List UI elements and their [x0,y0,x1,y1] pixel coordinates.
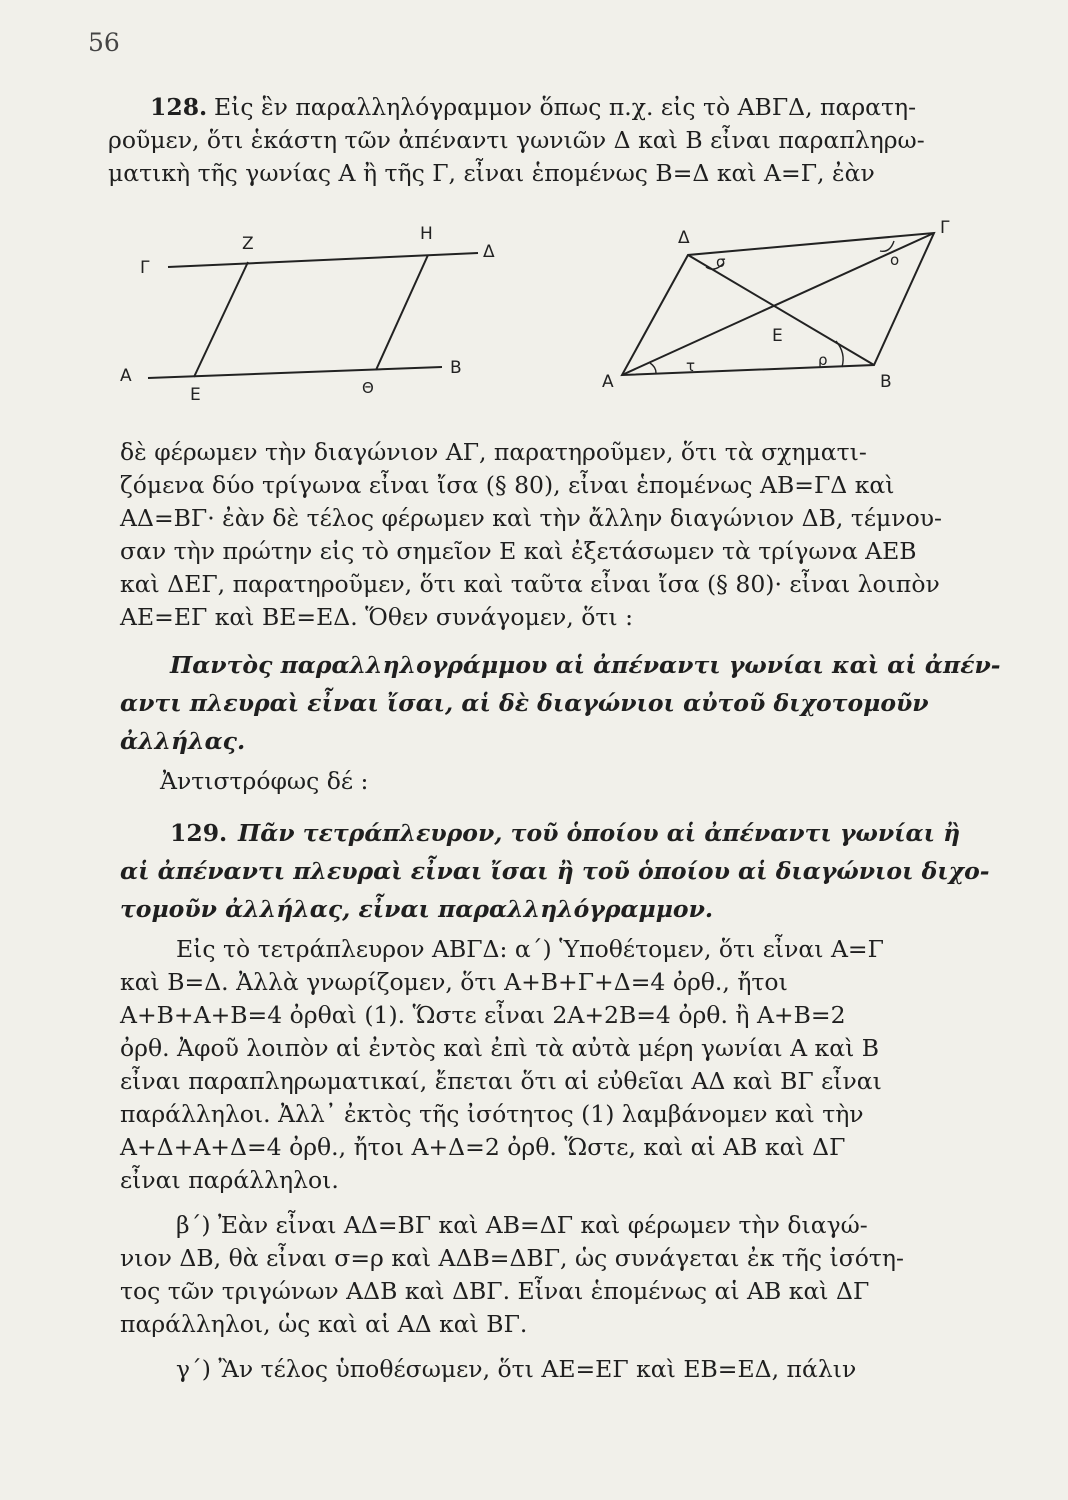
para129-theorem-text-1: Πᾶν τετράπλευρον, τοῦ ὁποίου αἱ ἀπέναντι γωνίαι ἢ [238,819,961,847]
body-text-6: ΑΕ=ΕΓ καὶ ΒΕ=ΕΔ. Ὅθεν συνάγομεν, ὅτι : [120,603,633,631]
body-text-1: δὲ φέρωμεν τὴν διαγώνιον ΑΓ, παρατηροῦμεν, ὅτι τὰ σχηματι- [120,438,867,466]
para129-text-4: ὀρθ. Ἀφοῦ λοιπὸν αἱ ἐντὸς καὶ ἐπὶ τὰ αὐτὰ μέρη γωνίαι Α καὶ Β [120,1034,880,1062]
section-number-128: 128. [150,93,208,121]
para129-text-2: καὶ Β=Δ. Ἀλλὰ γνωρίζομεν, ὅτι Α+Β+Γ+Δ=4 ὀρθ., ἤτοι [120,968,788,996]
label-sigma: σ [716,253,726,271]
label-epsilon: Ε [190,385,201,405]
figure-left-svg [100,215,500,415]
label-alpha: Α [120,366,132,386]
body-text-2: ζόμενα δύο τρίγωνα εἶναι ἴσα (§ 80), εἶναι ἑπομένως ΑΒ=ΓΔ καὶ [120,471,895,499]
para129-text-12: παράλληλοι, ὡς καὶ αἱ ΑΔ καὶ ΒΓ. [120,1310,528,1338]
angle-arc-omicron [880,241,894,251]
angle-arc-rho [836,341,843,367]
label-omicron: ο [890,251,900,269]
label-gamma: Γ [940,218,950,238]
figure-right-svg [590,215,990,415]
angle-arc-tau [650,363,656,373]
line-gamma-delta [168,253,478,267]
body-text-3: ΑΔ=ΒΓ· ἐὰν δὲ τέλος φέρωμεν καὶ τὴν ἄλλην διαγώνιον ΔΒ, τέμνου- [120,504,942,532]
para129-text-11: τος τῶν τριγώνων ΑΔΒ καὶ ΔΒΓ. Εἶναι ἑπομένως αἱ ΑΒ καὶ ΔΓ [120,1277,870,1305]
para129-text-8: εἶναι παράλληλοι. [120,1166,339,1194]
label-epsilon: Ε [772,326,783,346]
para129-text-6: παράλληλοι. Ἀλλ᾽ ἐκτὸς τῆς ἰσότητος (1) λαμβάνομεν καὶ τὴν [120,1100,864,1128]
para129-text-3: Α+Β+Α+Β=4 ὀρθαὶ (1). Ὥστε εἶναι 2Α+2Β=4 ὀρθ. ἢ Α+Β=2 [120,1001,846,1029]
line-eta-theta [376,255,428,370]
figure-right-parallelogram [590,215,990,415]
para128-text-2: ροῦμεν, ὅτι ἑκάστη τῶν ἀπέναντι γωνιῶν Δ καὶ Β εἶναι παραπληρω- [108,126,925,154]
theorem-text-2: αντι πλευραὶ εἶναι ἴσαι, αἱ δὲ διαγώνιοι αὐτοῦ διχοτομοῦν [120,689,929,717]
para129-text-1: Εἰς τὸ τετράπλευρον ΑΒΓΔ: α΄) Ὑποθέτομεν, ὅτι εἶναι Α=Γ [176,935,884,963]
para129-text-9: β΄) Ἐὰν εἶναι ΑΔ=ΒΓ καὶ ΑΒ=ΔΓ καὶ φέρωμεν τὴν διαγώ- [176,1211,868,1239]
para128-text-3: ματικὴ τῆς γωνίας Α ἢ τῆς Γ, εἶναι ἑπομένως Β=Δ καὶ Α=Γ, ἐὰν [108,159,875,187]
body-text-4: σαν τὴν πρώτην εἰς τὸ σημεῖον Ε καὶ ἐξετάσωμεν τὰ τρίγωνα ΑΕΒ [120,537,917,565]
label-eta: Η [420,224,433,244]
para129-theorem-text-3: τομοῦν ἀλλήλας, εἶναι παραλληλόγραμμον. [120,895,714,923]
para128-text-1: Εἰς ἓν παραλληλόγραμμον ὅπως π.χ. εἰς τὸ ΑΒΓΔ, παρατη- [214,93,917,121]
label-tau: τ [686,357,696,375]
figure-left-parallel-lines [100,215,500,415]
label-delta: Δ [678,228,690,248]
theorem-text-1: Παντὸς παραλληλογράμμου αἱ ἀπέναντι γωνίαι καὶ αἱ ἀπέν- [170,651,1001,679]
label-beta: Β [880,372,892,392]
line-alpha-beta [148,367,442,378]
section-number-129: 129. [170,819,228,847]
theorem-text-3: ἀλλήλας. [120,727,246,755]
diagonal-db [688,255,874,365]
label-alpha: Α [602,372,614,392]
label-rho: ρ [818,351,828,369]
diagonal-ag [622,233,934,375]
line-zeta-epsilon [194,262,248,377]
para129-text-7: Α+Δ+Α+Δ=4 ὀρθ., ἤτοι Α+Δ=2 ὀρθ. Ὥστε, καὶ αἱ ΑΒ καὶ ΔΓ [120,1133,846,1161]
body-text-5: καὶ ΔΕΓ, παρατηροῦμεν, ὅτι καὶ ταῦτα εἶναι ἴσα (§ 80)· εἶναι λοιπὸν [120,570,940,598]
para129-text-5: εἶναι παραπληρωματικαί, ἔπεται ὅτι αἱ εὐθεῖαι ΑΔ καὶ ΒΓ εἶναι [120,1067,882,1095]
para129-text-10: νιον ΔΒ, θὰ εἶναι σ=ρ καὶ ΑΔΒ=ΔΒΓ, ὡς συνάγεται ἐκ τῆς ἰσότη- [120,1244,904,1272]
label-theta: Θ [362,379,374,397]
body-text-7: Ἀντιστρόφως δέ : [160,767,369,795]
para129-text-13: γ΄) Ἂν τέλος ὑποθέσωμεν, ὅτι ΑΕ=ΕΓ καὶ ΕΒ=ΕΔ, πάλιν [176,1355,857,1383]
page-number: 56 [88,28,120,57]
label-gamma: Γ [140,258,150,278]
label-delta: Δ [483,242,495,262]
label-beta: Β [450,358,462,378]
para129-theorem-text-2: αἱ ἀπέναντι πλευραὶ εἶναι ἴσαι ἢ τοῦ ὁποίου αἱ διαγώνιοι διχο- [120,857,990,885]
label-zeta: Ζ [242,234,254,254]
